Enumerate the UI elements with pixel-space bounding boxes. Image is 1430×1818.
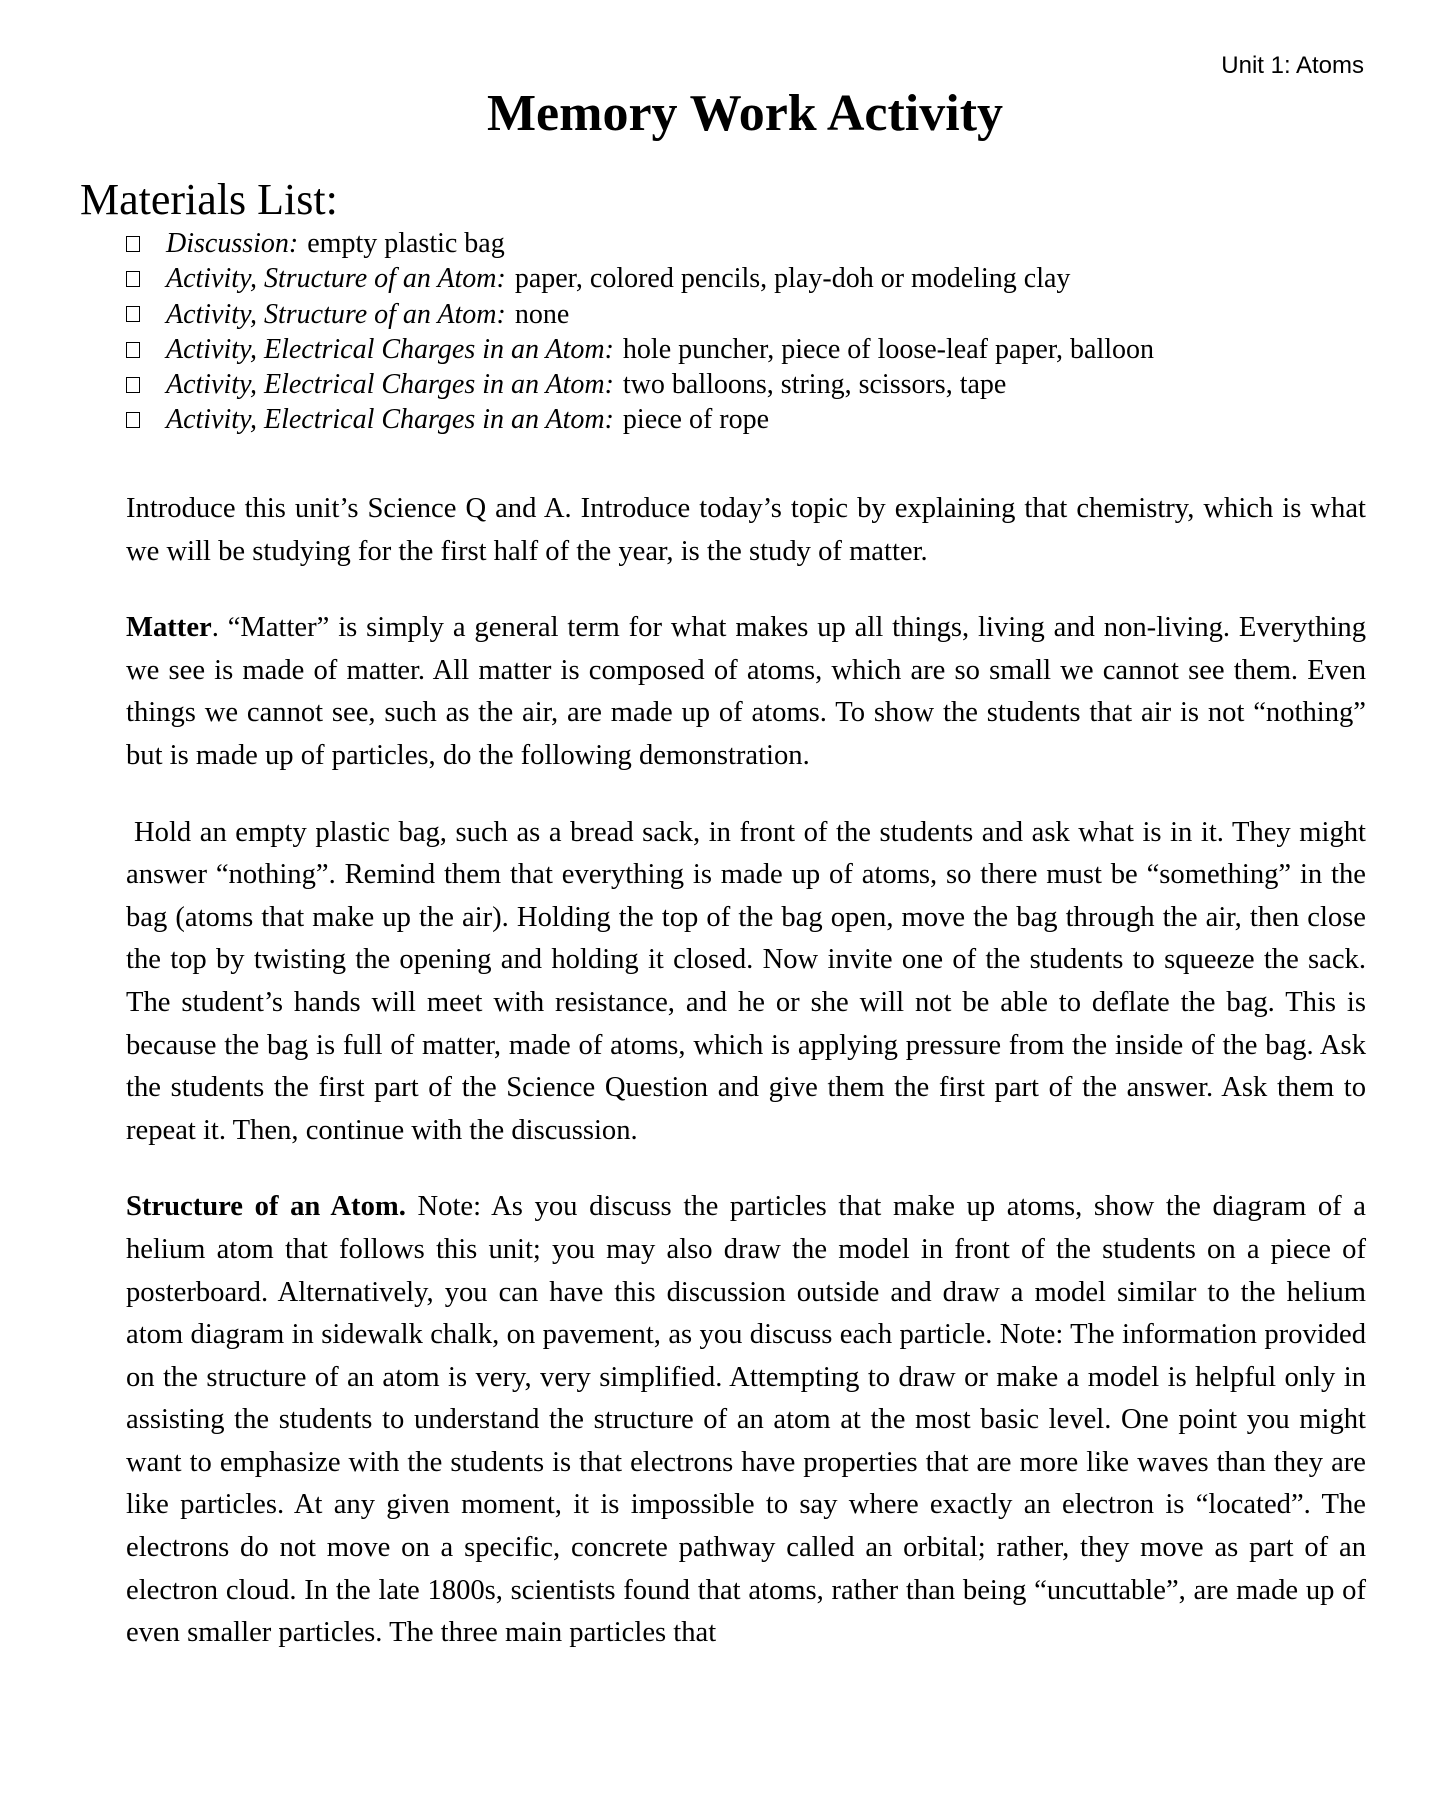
material-activity-label: Activity, Structure of an Atom: bbox=[166, 263, 506, 295]
matter-heading: Matter bbox=[126, 612, 212, 644]
material-text: hole puncher, piece of loose-leaf paper, balloon bbox=[622, 333, 1155, 365]
list-item bbox=[126, 367, 1154, 402]
structure-paragraph bbox=[126, 1186, 1366, 1655]
material-text: piece of rope bbox=[622, 404, 770, 436]
structure-heading: Structure of an Atom. bbox=[126, 1191, 406, 1223]
material-activity-label: Activity, Structure of an Atom: bbox=[166, 298, 506, 330]
checkbox[interactable] bbox=[126, 236, 140, 252]
materials-list bbox=[126, 226, 1154, 438]
material-text: two balloons, string, scissors, tape bbox=[622, 369, 1007, 401]
materials-heading: Materials List: bbox=[80, 175, 338, 224]
material-text: paper, colored pencils, play-doh or modeling clay bbox=[514, 263, 1071, 295]
material-activity-label: Activity, Electrical Charges in an Atom: bbox=[166, 369, 614, 401]
checkbox[interactable] bbox=[126, 306, 140, 322]
list-item bbox=[126, 226, 1154, 261]
matter-paragraph bbox=[126, 607, 1366, 777]
material-activity-label: Activity, Electrical Charges in an Atom: bbox=[166, 404, 614, 436]
material-activity-label: Activity, Electrical Charges in an Atom: bbox=[166, 333, 614, 365]
checkbox[interactable] bbox=[126, 342, 140, 358]
demonstration-paragraph: Hold an empty plastic bag, such as a bread sack, in front of the students and ask what is in it. They might answer “nothing”. Remind them that everything is made up of atoms, so there must be “something” in the bag (atoms that make up the air). Holding the top of the bag open, move the bag through the air, then close the top by twisting the opening and holding it closed. Now invite one of the students to squeeze the sack. The student’s hands will meet with resistance, and he or she will not be able to deflate the bag. This is because the bag is full of matter, made of atoms, which is applying pressure from the inside of the bag. Ask the students the first part of the Science Question and give them the first part of the answer. Ask them to repeat it. Then, continue with the discussion. bbox=[126, 816, 1366, 1146]
intro-paragraph: Introduce this unit’s Science Q and A. Introduce today’s topic by explaining that chemistry, which is what we will be studying for the first half of the year, is the study of matter. bbox=[126, 493, 1366, 567]
checkbox[interactable] bbox=[126, 412, 140, 428]
unit-label: Unit 1: Atoms bbox=[1221, 52, 1364, 79]
matter-text: . “Matter” is simply a general term for what makes up all things, living and non-living. Everything we see is made of matter. All matter is composed of atoms, which are so small we cannot see them. Even things we cannot see, such as the air, are made up of atoms. To show the students that air is not “nothing” but is made up of particles, do the following demonstration. bbox=[126, 612, 1366, 771]
list-item bbox=[126, 297, 1154, 332]
material-text: empty plastic bag bbox=[307, 228, 505, 259]
list-item bbox=[126, 402, 1154, 437]
material-text: none bbox=[514, 298, 570, 330]
body-content bbox=[126, 488, 1366, 1689]
material-activity-label: Discussion: bbox=[166, 228, 299, 259]
list-item bbox=[126, 261, 1154, 296]
checkbox[interactable] bbox=[126, 377, 140, 393]
list-item bbox=[126, 332, 1154, 367]
checkbox[interactable] bbox=[126, 271, 140, 287]
page-title: Memory Work Activity bbox=[486, 85, 1004, 142]
structure-text: Note: As you discuss the particles that make up atoms, show the diagram of a helium atom that follows this unit; you may also draw the model in front of the students on a piece of posterboard. Alternatively, you can have this discussion outside and draw a model similar to the helium atom diagram in sidewalk chalk, on pavement, as you discuss each particle. Note: The information provided on the structure of an atom is very, very simplified. Attempting to draw or make a model is helpful only in assisting the students to understand the structure of an atom at the most basic level. One point you might want to emphasize with the students is that electrons have properties that are more like waves than they are like particles. At any given moment, it is impossible to say where exactly an electron is “located”. The electrons do not move on a specific, concrete pathway called an orbital; rather, they move as part of an electron cloud. In the late 1800s, scientists found that atoms, rather than being “uncuttable”, are made up of even smaller particles. The three main particles that bbox=[126, 1191, 1366, 1649]
